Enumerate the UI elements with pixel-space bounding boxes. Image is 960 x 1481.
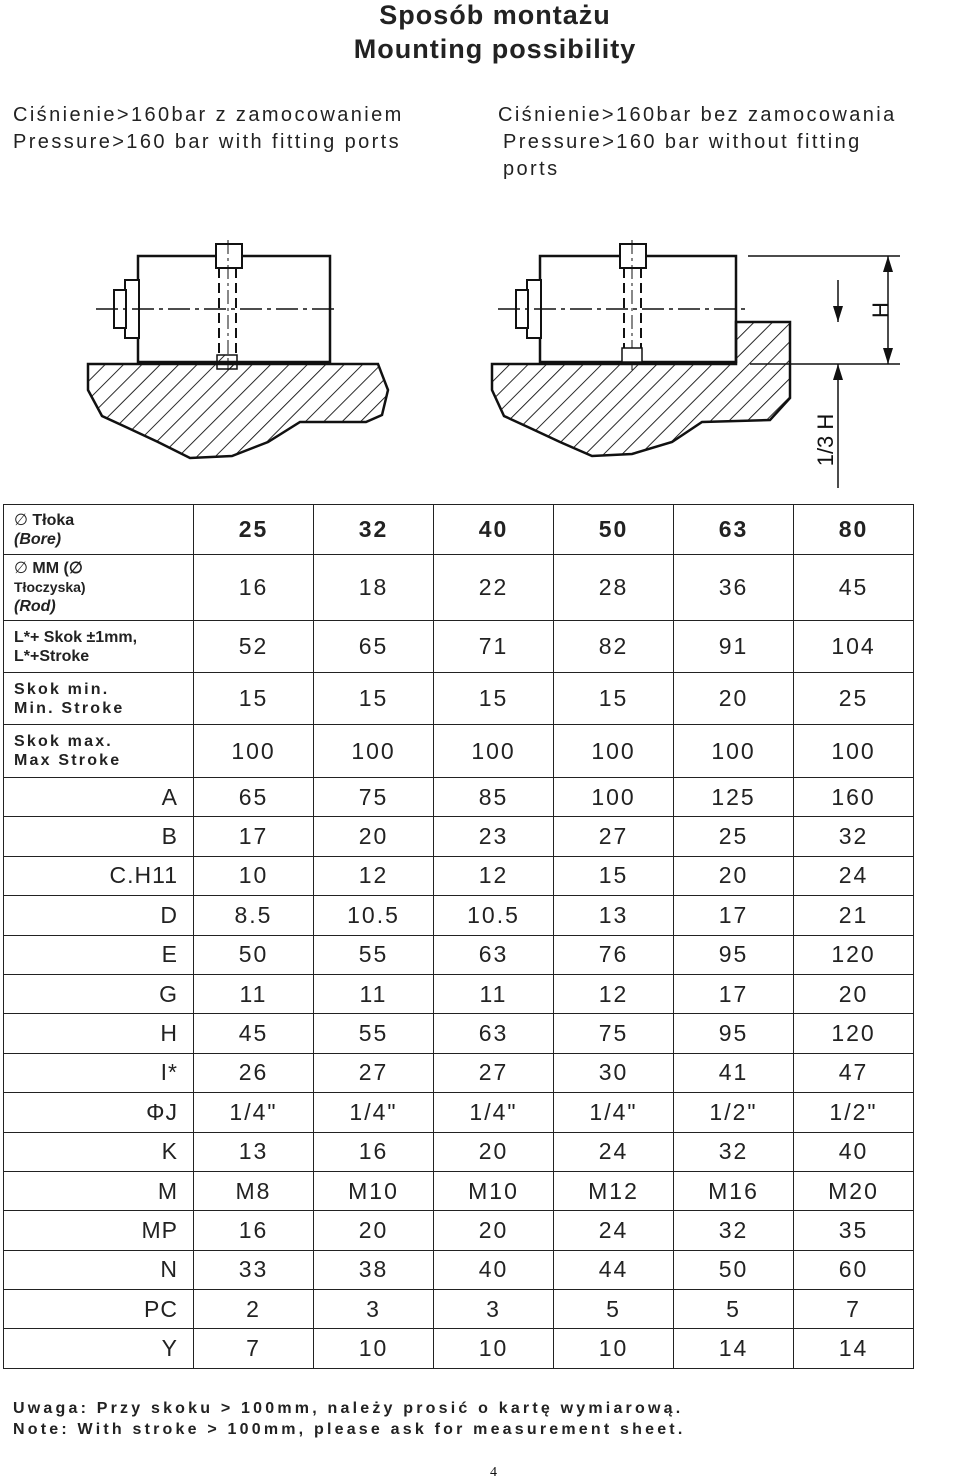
dimension-value: 17 (194, 817, 314, 856)
dimension-value: 7 (194, 1329, 314, 1368)
spec-label-line (14, 680, 183, 699)
dimension-value: 32 (674, 1132, 794, 1171)
dimension-value: 20 (314, 1211, 434, 1250)
diameter-symbol: ∅ (14, 511, 28, 529)
dimension-value: 13 (554, 896, 674, 935)
dimension-value: 30 (554, 1053, 674, 1092)
spec-label-en: Min. Stroke (14, 699, 125, 717)
spec-label-en: Max Stroke (14, 752, 122, 769)
dimension-value: 10 (554, 1329, 674, 1368)
spec-row (4, 725, 914, 778)
dimension-value: M8 (194, 1171, 314, 1210)
dimension-value: 11 (434, 974, 554, 1013)
dimension-row (4, 1211, 914, 1250)
spec-value: 22 (434, 555, 554, 621)
spec-value: 28 (554, 555, 674, 621)
dimension-value: 1/2" (674, 1093, 794, 1132)
dimension-value: 1/4" (314, 1093, 434, 1132)
dimension-value: 1/4" (194, 1093, 314, 1132)
dimension-value: 16 (314, 1132, 434, 1171)
spec-label (4, 555, 194, 621)
dimension-row (4, 935, 914, 974)
caption-right-en-2: ports (503, 158, 560, 180)
dimension-value: 32 (794, 817, 914, 856)
dimension-value: 17 (674, 974, 794, 1013)
dimension-value: 20 (674, 856, 794, 895)
dimension-value: 120 (794, 935, 914, 974)
dimension-value: 50 (194, 935, 314, 974)
dimension-value: 32 (674, 1211, 794, 1250)
dimension-value: 10 (314, 1329, 434, 1368)
spec-value: 100 (794, 725, 914, 778)
dim-h-label: H (868, 302, 893, 318)
spec-label (4, 505, 194, 555)
dim-third-h-label: 1/3 H (813, 413, 838, 467)
spec-label (4, 621, 194, 673)
spec-label-pl: Tłoka (32, 511, 75, 529)
dimension-label: E (4, 935, 194, 974)
note-en: Note: With stroke > 100mm, please ask for measurement sheet. (13, 1421, 686, 1438)
spec-value: 65 (314, 621, 434, 673)
dimension-row (4, 856, 914, 895)
dimension-row (4, 1250, 914, 1289)
spec-value: 100 (434, 725, 554, 778)
dimension-value: 20 (314, 817, 434, 856)
dimension-value: 12 (314, 856, 434, 895)
dimension-value: 10 (194, 856, 314, 895)
dimension-value: 95 (674, 1014, 794, 1053)
spec-label-pl2: Tłoczyska) (14, 579, 86, 595)
dimension-value: 76 (554, 935, 674, 974)
dimension-value: 21 (794, 896, 914, 935)
mounting-drawing (0, 230, 960, 495)
page-title-pl: Sposób montażu (379, 0, 611, 30)
dimension-value: 27 (554, 817, 674, 856)
dimension-value: 65 (194, 778, 314, 817)
dimension-value: 11 (194, 974, 314, 1013)
spec-row (4, 555, 914, 621)
spec-value: 100 (554, 725, 674, 778)
dimension-value: 47 (794, 1053, 914, 1092)
dimension-row (4, 1290, 914, 1329)
dimension-label: I* (4, 1053, 194, 1092)
spec-value: 100 (194, 725, 314, 778)
spec-value: 82 (554, 621, 674, 673)
dimension-value: 23 (434, 817, 554, 856)
dimension-label: H (4, 1014, 194, 1053)
dimension-value: 120 (794, 1014, 914, 1053)
caption-right-en-1: Pressure>160 bar without fitting (503, 131, 862, 153)
spec-row (4, 621, 914, 673)
right-cylinder (492, 240, 790, 456)
dimension-row (4, 974, 914, 1013)
spec-label-line (14, 511, 183, 530)
diameter-symbol: ∅ (14, 560, 28, 577)
dimension-value: 44 (554, 1250, 674, 1289)
dimension-value: 27 (434, 1053, 554, 1092)
dimension-value: 24 (794, 856, 914, 895)
spec-label-en: (Bore) (14, 530, 62, 548)
dimension-value: 26 (194, 1053, 314, 1092)
spec-label-line (14, 628, 183, 647)
dimension-value: 12 (554, 974, 674, 1013)
dimension-label: MP (4, 1211, 194, 1250)
spec-value: 104 (794, 621, 914, 673)
spec-value: 50 (554, 505, 674, 555)
spec-label-pl: Skok min. (14, 680, 110, 698)
caption-left-pl: Ciśnienie>160bar z zamocowaniem (13, 104, 404, 126)
dimension-value: M10 (314, 1171, 434, 1210)
spec-label (4, 725, 194, 778)
dimension-value: 20 (434, 1132, 554, 1171)
dimension-label: ΦJ (4, 1093, 194, 1132)
spec-value: 45 (794, 555, 914, 621)
dimension-value: 63 (434, 1014, 554, 1053)
dimension-value: 11 (314, 974, 434, 1013)
dimension-value: 25 (674, 817, 794, 856)
spec-label-line (14, 559, 183, 578)
spec-label-pl: Skok max. (14, 733, 113, 750)
dimension-value: 24 (554, 1132, 674, 1171)
spec-label-en: (Rod) (14, 598, 56, 615)
spec-value: 15 (554, 673, 674, 725)
left-cylinder (88, 240, 388, 458)
spec-row (4, 505, 914, 555)
caption-left-en: Pressure>160 bar with fitting ports (13, 131, 402, 153)
dimension-value: 10 (434, 1329, 554, 1368)
dimension-value: 55 (314, 935, 434, 974)
spec-value: 63 (674, 505, 794, 555)
dimension-label: M (4, 1171, 194, 1210)
spec-value: 15 (194, 673, 314, 725)
dimension-row (4, 1014, 914, 1053)
dimension-value: 63 (434, 935, 554, 974)
spec-value: 91 (674, 621, 794, 673)
spec-value: 18 (314, 555, 434, 621)
dimension-row (4, 1329, 914, 1368)
spec-label-line (14, 732, 183, 751)
dimension-value: 125 (674, 778, 794, 817)
dimension-row (4, 1132, 914, 1171)
spec-label-pl: MM (∅ (32, 560, 83, 577)
dimension-value: 15 (554, 856, 674, 895)
dimension-row (4, 1171, 914, 1210)
dimension-value: 40 (794, 1132, 914, 1171)
spec-value: 36 (674, 555, 794, 621)
spec-value: 32 (314, 505, 434, 555)
dimension-value: 1/2" (794, 1093, 914, 1132)
dimension-label: C.H11 (4, 856, 194, 895)
dimension-label: N (4, 1250, 194, 1289)
dimension-value: 5 (674, 1290, 794, 1329)
note-pl: Uwaga: Przy skoku > 100mm, należy prosić o kartę wymiarową. (13, 1400, 684, 1417)
dimension-value: 2 (194, 1290, 314, 1329)
dimension-value: 16 (194, 1211, 314, 1250)
dimension-value: 35 (794, 1211, 914, 1250)
spec-value: 20 (674, 673, 794, 725)
dimension-label: Y (4, 1329, 194, 1368)
spec-row (4, 673, 914, 725)
spec-value: 15 (434, 673, 554, 725)
dimension-value: 33 (194, 1250, 314, 1289)
dimension-value: 100 (554, 778, 674, 817)
dimension-value: 60 (794, 1250, 914, 1289)
page-number: 4 (490, 1465, 497, 1480)
dimensions-table (3, 504, 914, 1369)
dimension-value: 75 (554, 1014, 674, 1053)
spec-value: 71 (434, 621, 554, 673)
spec-label-pl: L*+ Skok ±1mm, (14, 628, 138, 646)
dimension-value: 3 (314, 1290, 434, 1329)
dimension-value: 8.5 (194, 896, 314, 935)
spec-value: 40 (434, 505, 554, 555)
dimension-value: 160 (794, 778, 914, 817)
dimension-value: 10.5 (434, 896, 554, 935)
dimension-value: 14 (674, 1329, 794, 1368)
spec-value: 15 (314, 673, 434, 725)
dimension-value: 14 (794, 1329, 914, 1368)
dimension-value: 10.5 (314, 896, 434, 935)
dimension-row (4, 1053, 914, 1092)
spec-value: 100 (314, 725, 434, 778)
dimension-value: 75 (314, 778, 434, 817)
dimensions-table-wrap (3, 504, 913, 1369)
dimension-label: D (4, 896, 194, 935)
dimension-value: 41 (674, 1053, 794, 1092)
dimension-value: 1/4" (554, 1093, 674, 1132)
dimension-value: 5 (554, 1290, 674, 1329)
dimension-label: PC (4, 1290, 194, 1329)
dimension-value: 20 (794, 974, 914, 1013)
caption-right-pl: Ciśnienie>160bar bez zamocowania (498, 104, 897, 126)
dimension-value: M16 (674, 1171, 794, 1210)
dimension-value: M12 (554, 1171, 674, 1210)
dimension-value: 38 (314, 1250, 434, 1289)
dimension-value: 45 (194, 1014, 314, 1053)
dimension-value: 12 (434, 856, 554, 895)
dimension-value: 95 (674, 935, 794, 974)
dimension-row (4, 778, 914, 817)
dimension-value: 50 (674, 1250, 794, 1289)
dimension-row (4, 896, 914, 935)
dimension-label: B (4, 817, 194, 856)
spec-value: 52 (194, 621, 314, 673)
dimension-label: G (4, 974, 194, 1013)
dimension-label: A (4, 778, 194, 817)
dimension-value: 13 (194, 1132, 314, 1171)
spec-label-en: L*+Stroke (14, 647, 90, 665)
dimension-value: M10 (434, 1171, 554, 1210)
dimension-value: 17 (674, 896, 794, 935)
dimension-value: 85 (434, 778, 554, 817)
dimension-value: 3 (434, 1290, 554, 1329)
spec-value: 16 (194, 555, 314, 621)
dimension-label: K (4, 1132, 194, 1171)
dimension-row (4, 817, 914, 856)
dimension-value: 20 (434, 1211, 554, 1250)
page-title-en: Mounting possibility (353, 34, 637, 64)
dimension-value: M20 (794, 1171, 914, 1210)
dimension-value: 1/4" (434, 1093, 554, 1132)
dimension-value: 40 (434, 1250, 554, 1289)
spec-value: 80 (794, 505, 914, 555)
spec-value: 25 (194, 505, 314, 555)
dimension-value: 24 (554, 1211, 674, 1250)
dimension-value: 7 (794, 1290, 914, 1329)
dimension-value: 27 (314, 1053, 434, 1092)
spec-value: 25 (794, 673, 914, 725)
spec-value: 100 (674, 725, 794, 778)
dimension-value: 55 (314, 1014, 434, 1053)
dimension-row (4, 1093, 914, 1132)
spec-label (4, 673, 194, 725)
